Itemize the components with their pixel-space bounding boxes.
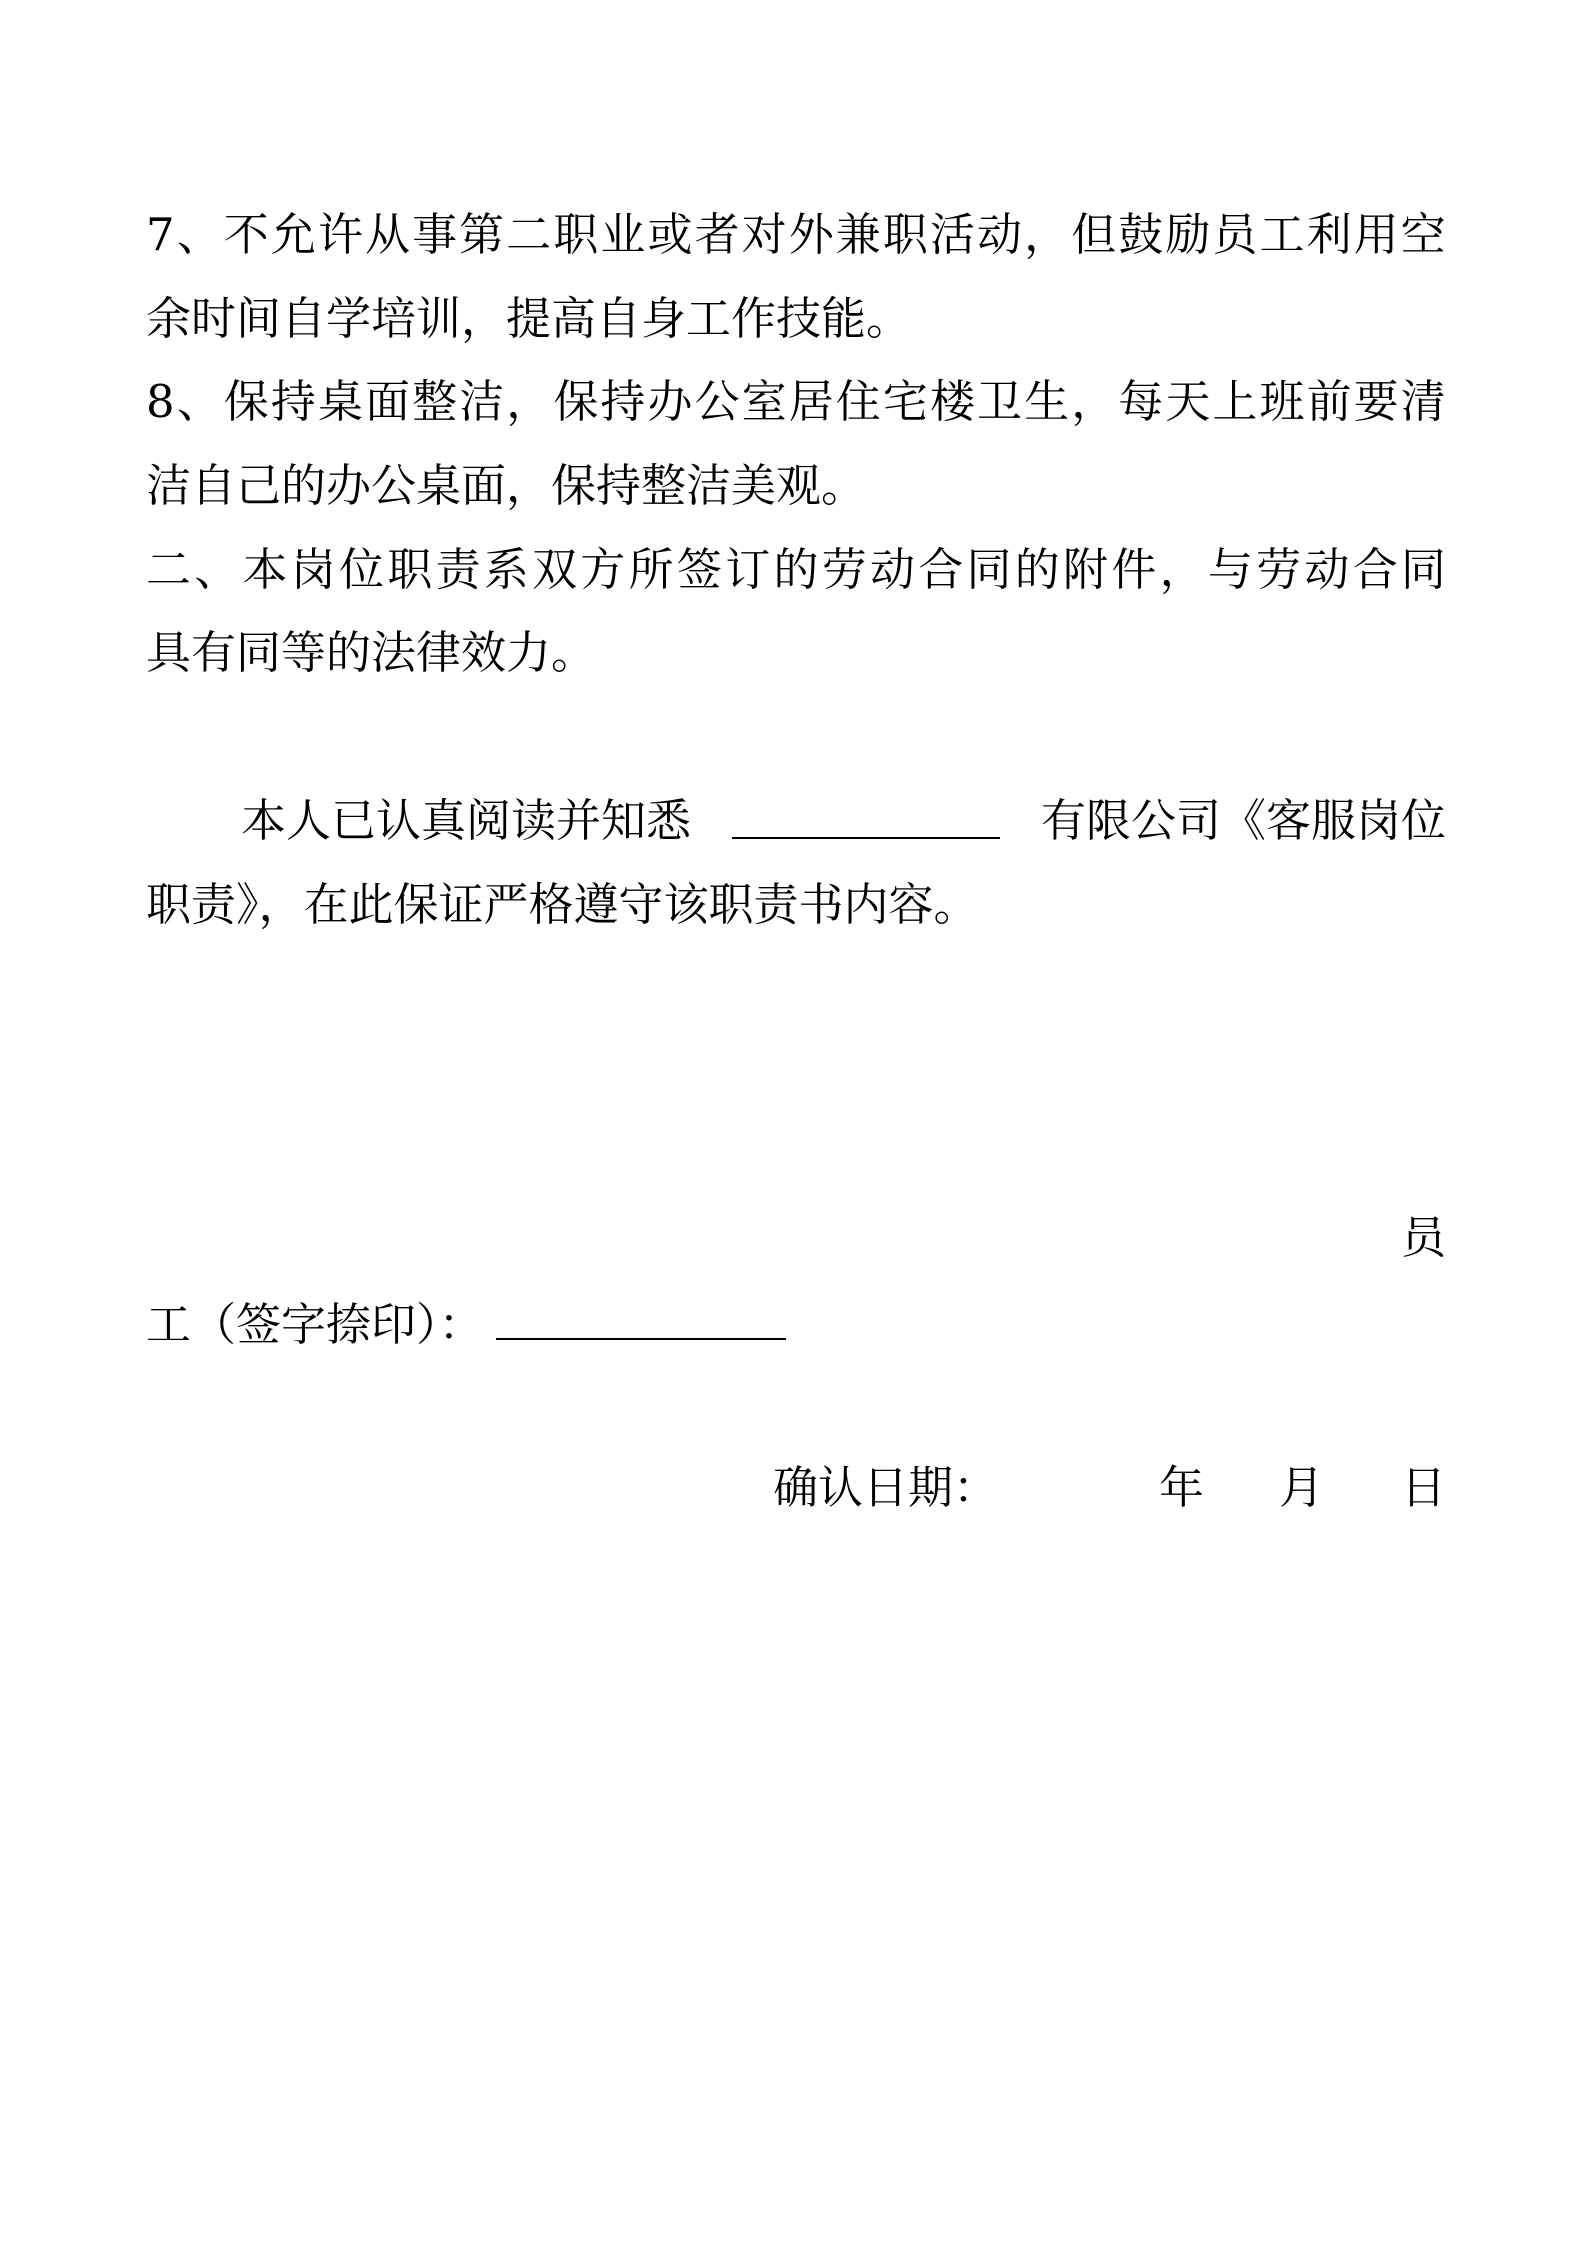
declaration-line1: [241, 791, 1446, 851]
confirm-date-label: 确认日期：: [773, 1461, 999, 1514]
declaration-text-after: 有限公司《客服岗位: [1040, 794, 1446, 847]
signature-line: [146, 1292, 1446, 1352]
signature-label: 工（签字捺印）：: [146, 1298, 484, 1351]
item7-line1: [146, 205, 1446, 265]
justified-text: 8 、 保 持 桌 面 整 洁 ， 保 持 办 公 室 居 住 宅 楼 卫 生 ， 每 天 上 班 前 要 清: [146, 375, 1446, 428]
declaration-text-before: 本人已认真阅读并知悉: [241, 794, 692, 847]
signature-blank[interactable]: [496, 1292, 786, 1340]
declaration-line2: 职责》，在此保证严格遵守该职责书内容。: [146, 878, 979, 931]
justified-text: 二 、 本 岗 位 职 责 系 双 方 所 签 订 的 劳 动 合 同 的 附 件 ， 与 劳 动 合 同: [146, 543, 1446, 596]
company-name-blank[interactable]: [732, 791, 1000, 839]
item7-line2: 余时间自学培训，提高自身工作技能。: [146, 292, 912, 345]
month-label: 月: [1279, 1461, 1325, 1514]
day-label: 日: [1401, 1461, 1447, 1514]
section2-line2: 具有同等的法律效力。: [146, 626, 597, 679]
item8-line2: 洁自己的办公桌面，保持整洁美观。: [146, 459, 867, 512]
justified-text: 7 、 不 允 许 从 事 第 二 职 业 或 者 对 外 兼 职 活 动 ， 但 鼓 励 员 工 利 用 空: [146, 208, 1446, 261]
item8-line1: [146, 372, 1446, 432]
section2-line1: [146, 540, 1446, 600]
year-label: 年: [1159, 1461, 1205, 1514]
signature-label-char: 员: [1400, 1211, 1446, 1264]
confirm-date-row: [773, 1458, 1446, 1518]
